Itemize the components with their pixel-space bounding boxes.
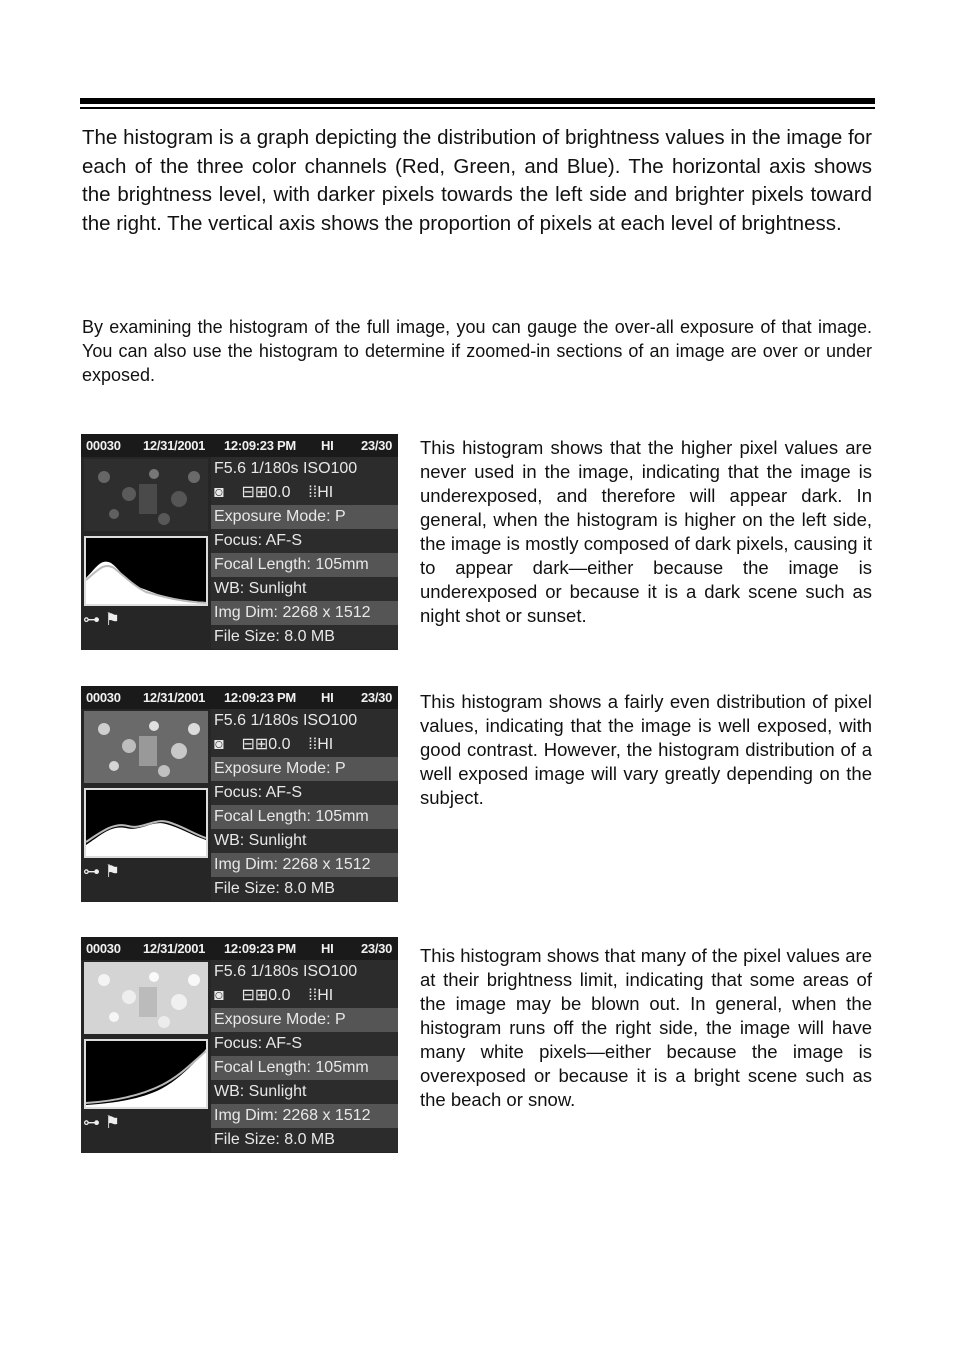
file-size: File Size: 8.0 MB (211, 1128, 398, 1152)
key-icon: ⊶ (83, 862, 100, 881)
image-thumbnail (84, 711, 208, 783)
file-number: 00030 (86, 438, 121, 453)
thumbnail-bright (84, 962, 208, 1034)
time: 12:09:23 PM (224, 690, 296, 705)
focus: Focus: AF-S (211, 1032, 398, 1056)
ev-icon: ⊟⊞ (241, 987, 269, 1004)
camera-screen-underexposed (81, 434, 398, 650)
histogram-overexposed (86, 1041, 206, 1107)
resolution-grid-icon: ⁞⁞ (308, 484, 318, 501)
frame-count: 23/30 (361, 941, 393, 956)
status-bar (81, 686, 398, 709)
icon-row (83, 862, 205, 886)
quality: HI (321, 438, 334, 453)
histogram (84, 536, 208, 606)
file-size: File Size: 8.0 MB (211, 877, 398, 901)
white-balance: WB: Sunlight (211, 1080, 398, 1104)
exposure-line: F5.6 1/180s ISO100 (211, 709, 398, 733)
thumbnail-normal (84, 711, 208, 783)
camera-screen-overexposed (81, 937, 398, 1153)
settings-line (211, 733, 398, 757)
image-dimensions: Img Dim: 2268 x 1512 (211, 853, 398, 877)
meter-icon: ◙ (214, 987, 224, 1004)
exposure-mode: Exposure Mode: P (211, 1008, 398, 1032)
resolution: HI (317, 736, 334, 753)
exposure-line: F5.6 1/180s ISO100 (211, 960, 398, 984)
meter-icon: ◙ (214, 484, 224, 501)
time: 12:09:23 PM (224, 941, 296, 956)
focal-length: Focal Length: 105mm (211, 553, 398, 577)
info-panel (211, 960, 398, 1152)
ev-icon: ⊟⊞ (241, 484, 269, 501)
meter-icon: ◙ (214, 736, 224, 753)
second-paragraph: By examining the histogram of the full image, you can gauge the over-all exposure of that image. You can also use the histogram to determine if zoomed-in sections of an image are over or under exposed. (82, 317, 872, 385)
exposure-mode: Exposure Mode: P (211, 505, 398, 529)
description-underexposed: This histogram shows that the higher pixel values are never used in the image, indicating that the image is underexposed, and therefore will appear dark. In general, when the histogram is higher on the left side, the image is mostly composed of dark pixels, causing it to appear dark—either because the image is underexposed or because it is a dark scene such as night shot or sunset. (420, 437, 872, 626)
histogram-underexposed (86, 538, 206, 604)
ev-icon: ⊟⊞ (241, 736, 269, 753)
camera-screen-well-exposed (81, 686, 398, 902)
histogram (84, 1039, 208, 1109)
description-well-exposed: This histogram shows a fairly even distribution of pixel values, indicating that the image is well exposed, with good contrast. However, the histogram distribution of a well exposed image will vary greatly depending on the subject. (420, 691, 872, 808)
info-panel (211, 457, 398, 649)
focal-length: Focal Length: 105mm (211, 805, 398, 829)
description-overexposed: This histogram shows that many of the pixel values are at their brightness limit, indicating that some areas of the image may be blown out. In general, when the histogram runs off the right side, the image will have many white pixels—either because the image is overexposed or because it is a bright scene such as the beach or snow. (420, 945, 872, 1110)
histogram (84, 788, 208, 858)
exposure-mode: Exposure Mode: P (211, 757, 398, 781)
settings-line (211, 984, 398, 1008)
focal-length: Focal Length: 105mm (211, 1056, 398, 1080)
image-thumbnail (84, 962, 208, 1034)
icon-row (83, 610, 205, 634)
date: 12/31/2001 (143, 690, 206, 705)
flag-icon: ⚑ (104, 862, 120, 881)
file-number: 00030 (86, 941, 121, 956)
quality: HI (321, 941, 334, 956)
white-balance: WB: Sunlight (211, 829, 398, 853)
info-panel (211, 709, 398, 901)
header-rule-thin (80, 107, 875, 109)
focus: Focus: AF-S (211, 781, 398, 805)
resolution-grid-icon: ⁞⁞ (308, 736, 318, 753)
file-size: File Size: 8.0 MB (211, 625, 398, 649)
date: 12/31/2001 (143, 438, 206, 453)
resolution-grid-icon: ⁞⁞ (308, 987, 318, 1004)
image-dimensions: Img Dim: 2268 x 1512 (211, 1104, 398, 1128)
resolution: HI (317, 987, 334, 1004)
white-balance: WB: Sunlight (211, 577, 398, 601)
quality: HI (321, 690, 334, 705)
focus: Focus: AF-S (211, 529, 398, 553)
frame-count: 23/30 (361, 690, 393, 705)
key-icon: ⊶ (83, 1113, 100, 1132)
histogram-well-exposed (86, 790, 206, 856)
exposure-line: F5.6 1/180s ISO100 (211, 457, 398, 481)
image-thumbnail (84, 459, 208, 531)
thumbnail-dark (84, 459, 208, 531)
flag-icon: ⚑ (104, 610, 120, 629)
header-rule-thick (80, 98, 875, 104)
date: 12/31/2001 (143, 941, 206, 956)
file-number: 00030 (86, 690, 121, 705)
image-dimensions: Img Dim: 2268 x 1512 (211, 601, 398, 625)
status-bar (81, 434, 398, 457)
ev-value: 0.0 (268, 736, 291, 753)
key-icon: ⊶ (83, 610, 100, 629)
time: 12:09:23 PM (224, 438, 296, 453)
settings-line (211, 481, 398, 505)
frame-count: 23/30 (361, 438, 393, 453)
resolution: HI (317, 484, 334, 501)
intro-paragraph: The histogram is a graph depicting the distribution of brightness values in the image for each of the three color channels (Red, Green, and Blue). The horizontal axis shows the brightness level, with darker pixels towards the left side and brighter pixels toward the right. The vertical axis shows the proportion of pixels at each level of brightness. (82, 126, 872, 236)
ev-value: 0.0 (268, 987, 291, 1004)
flag-icon: ⚑ (104, 1113, 120, 1132)
ev-value: 0.0 (268, 484, 291, 501)
icon-row (83, 1113, 205, 1137)
status-bar (81, 937, 398, 960)
